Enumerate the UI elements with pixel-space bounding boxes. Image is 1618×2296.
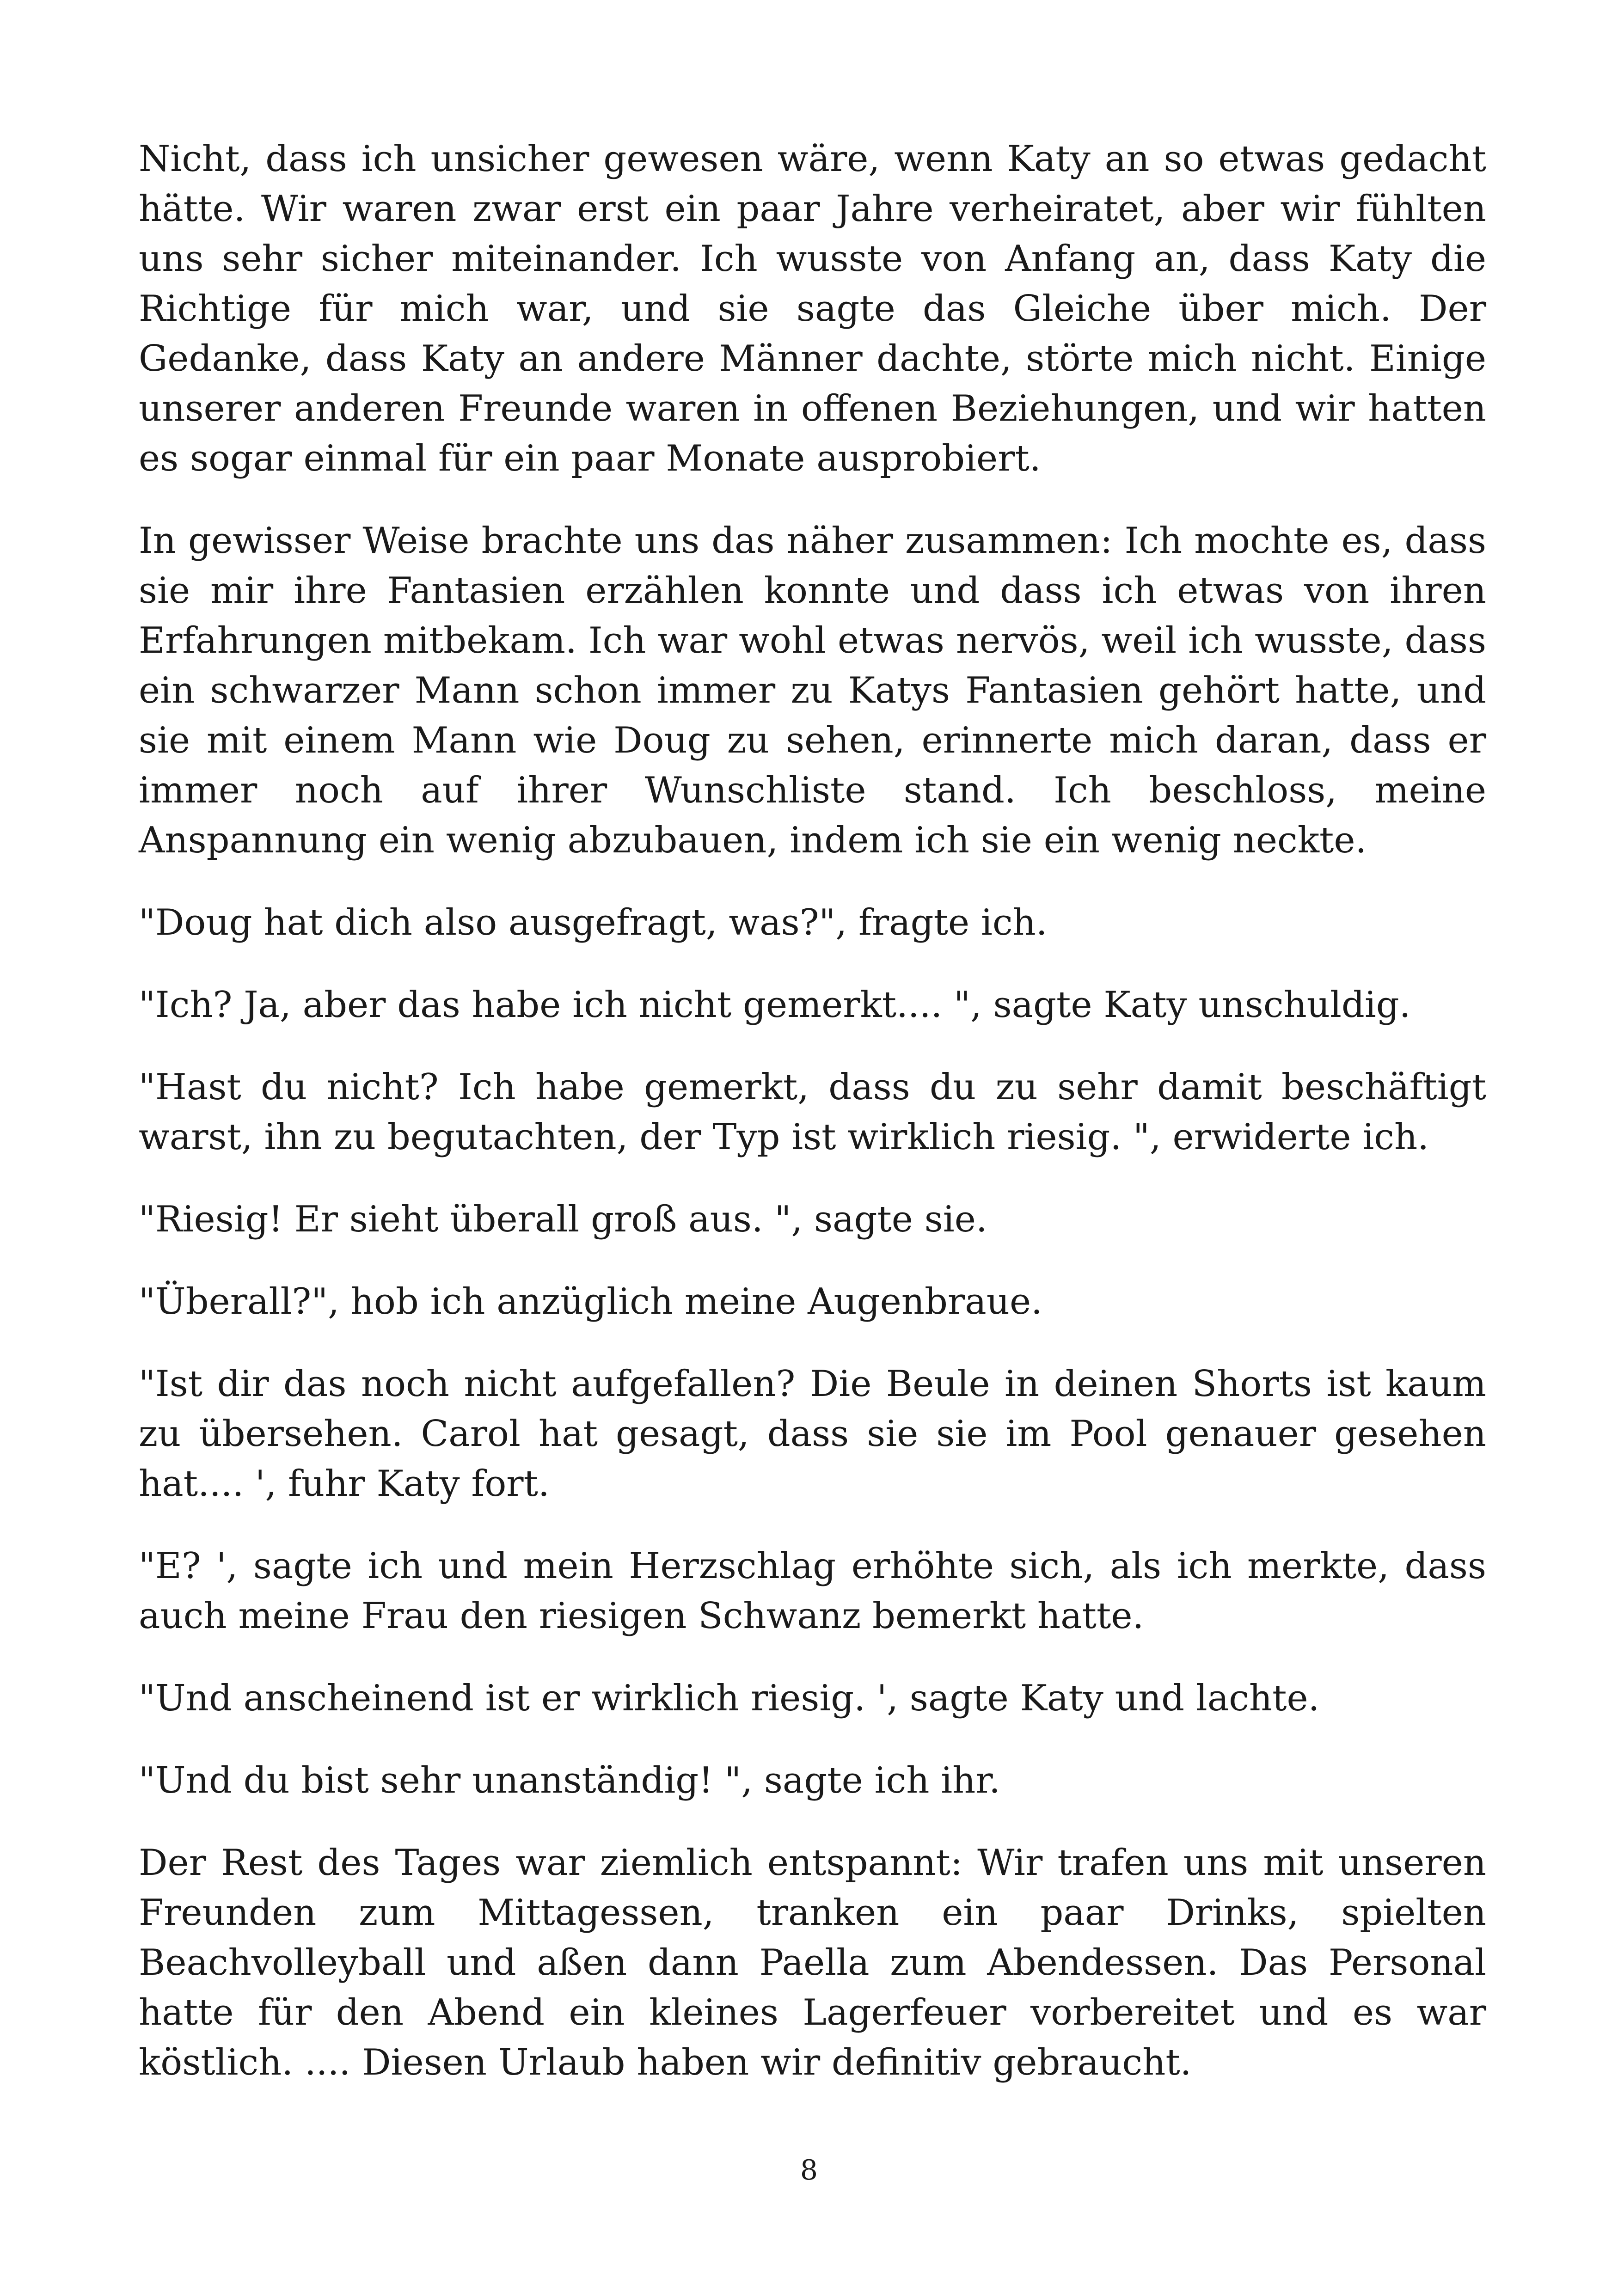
page-body	[139, 134, 1486, 2120]
paragraph: "Ist dir das noch nicht aufgefallen? Die Beule in deinen Shorts ist kaum zu übersehen. Carol hat gesagt, dass sie sie im Pool genauer gesehen hat.... ', fuhr Katy fort.	[139, 1363, 1486, 1505]
paragraph: In gewisser Weise brachte uns das näher zusammen: Ich mochte es, dass sie mir ihre Fantasien erzählen konnte und dass ich etwas von ihren Erfahrungen mitbekam. Ich war wohl etwas nervös, weil ich wusste, dass ein schwarzer Mann schon immer zu Katys Fantasien gehört hatte, und sie mit einem Mann wie Doug zu sehen, erinnerte mich daran, dass er immer noch auf ihrer Wunschliste stand. Ich beschloss, meine Anspannung ein wenig abzubauen, indem ich sie ein wenig neckte.	[139, 520, 1486, 861]
paragraph: "Hast du nicht? Ich habe gemerkt, dass du zu sehr damit beschäftigt warst, ihn zu begutachten, der Typ ist wirklich riesig. ", erwiderte ich.	[139, 1066, 1486, 1158]
page-number: 8	[800, 2154, 818, 2186]
paragraph: "Riesig! Er sieht überall groß aus. ", sagte sie.	[139, 1199, 987, 1240]
paragraph: "Und anscheinend ist er wirklich riesig. ', sagte Katy und lachte.	[139, 1678, 1320, 1719]
paragraph: "E? ', sagte ich und mein Herzschlag erhöhte sich, als ich merkte, dass auch meine Frau den riesigen Schwanz bemerkt hatte.	[139, 1545, 1486, 1637]
paragraph: Nicht, dass ich unsicher gewesen wäre, wenn Katy an so etwas gedacht hätte. Wir waren zwar erst ein paar Jahre verheiratet, aber wir fühlten uns sehr sicher miteinander. Ich wusste von Anfang an, dass Katy die Richtige für mich war, und sie sagte das Gleiche über mich. Der Gedanke, dass Katy an andere Männer dachte, störte mich nicht. Einige unserer anderen Freunde waren in offenen Beziehungen, und wir hatten es sogar einmal für ein paar Monate ausprobiert.	[139, 138, 1486, 479]
paragraph: "Überall?", hob ich anzüglich meine Augenbraue.	[139, 1281, 1042, 1322]
paragraph: "Ich? Ja, aber das habe ich nicht gemerkt.... ", sagte Katy unschuldig.	[139, 984, 1411, 1026]
paragraph: Der Rest des Tages war ziemlich entspannt: Wir trafen uns mit unseren Freunden zum Mittagessen, tranken ein paar Drinks, spielten Beachvolleyball und aßen dann Paella zum Abendessen. Das Personal hatte für den Abend ein kleines Lagerfeuer vorbereitet und es war köstlich. .... Diesen Urlaub haben wir definitiv gebraucht.	[139, 1842, 1486, 2083]
paragraph: "Und du bist sehr unanständig! ", sagte ich ihr.	[139, 1760, 1000, 1801]
paragraph: "Doug hat dich also ausgefragt, was?", fragte ich.	[139, 902, 1048, 943]
